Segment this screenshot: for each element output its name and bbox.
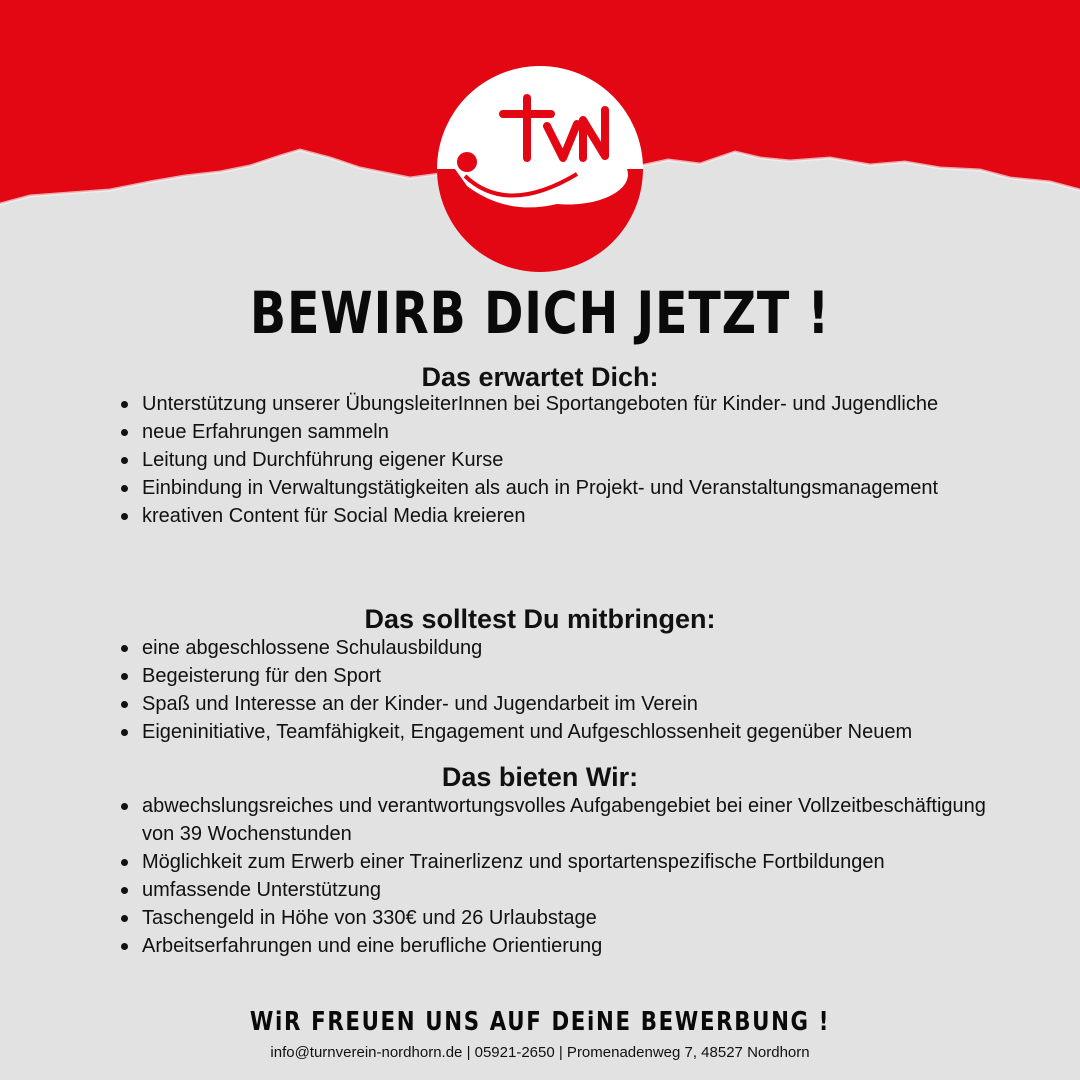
list-item: Taschengeld in Höhe von 330€ und 26 Urlaubstage (142, 904, 1022, 932)
list-offer (142, 792, 1022, 960)
footer-contact: info@turnverein-nordhorn.de | 05921-2650 | Promenadenweg 7, 48527 Nordhorn (270, 1044, 810, 1061)
section-title-offer: Das bieten Wir: (441, 762, 639, 792)
list-item: kreativen Content für Social Media kreieren (142, 502, 1022, 530)
list-item: abwechslungsreiches und verantwortungsvolles Aufgabengebiet bei einer Vollzeitbeschäftigung von 39 Wochenstunden (142, 792, 1022, 848)
footer-title: WiR FREUEN UNS AUF DEiNE BEWERBUNG ! (249, 1007, 831, 1037)
list-item: Unterstützung unserer ÜbungsleiterInnen bei Sportangeboten für Kinder- und Jugendliche (142, 390, 1022, 418)
list-item: Leitung und Durchführung eigener Kurse (142, 446, 1022, 474)
list-item: Möglichkeit zum Erwerb einer Trainerlizenz und sportartenspezifische Fortbildungen (142, 848, 1022, 876)
list-item: Begeisterung für den Sport (142, 662, 1022, 690)
list-item: neue Erfahrungen sammeln (142, 418, 1022, 446)
section-title-requirements: Das solltest Du mitbringen: (364, 604, 716, 634)
list-item: umfassende Unterstützung (142, 876, 1022, 904)
headline: BEWIRB DICH JETZT ! (249, 279, 831, 347)
list-item: eine abgeschlossene Schulausbildung (142, 634, 1022, 662)
tvn-logo-icon (437, 66, 643, 272)
list-item: Eigeninitiative, Teamfähigkeit, Engagement und Aufgeschlossenheit gegenüber Neuem (142, 718, 1022, 746)
section-title-expect: Das erwartet Dich: (421, 362, 659, 392)
list-requirements (142, 634, 1022, 746)
list-item: Arbeitserfahrungen und eine berufliche Orientierung (142, 932, 1022, 960)
list-item: Einbindung in Verwaltungstätigkeiten als auch in Projekt- und Veranstaltungsmanagement (142, 474, 1022, 502)
list-expect (142, 390, 1022, 530)
list-item: Spaß und Interesse an der Kinder- und Jugendarbeit im Verein (142, 690, 1022, 718)
